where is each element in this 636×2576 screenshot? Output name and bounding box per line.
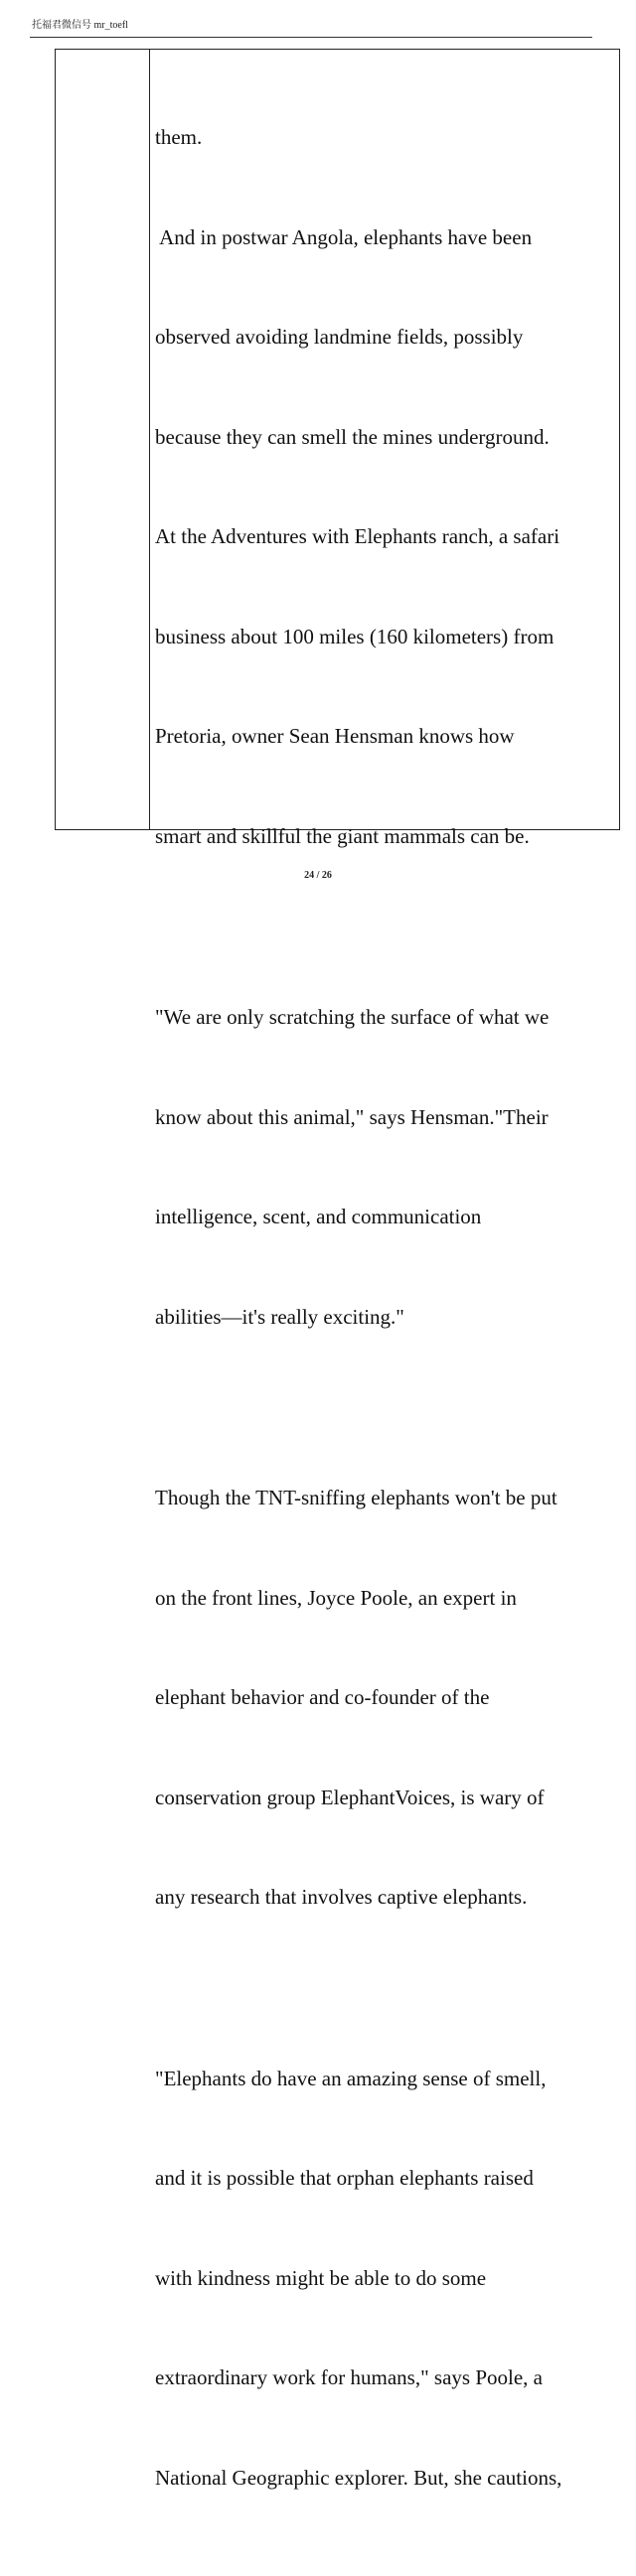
column-divider [149, 50, 150, 829]
text-line: intelligence, scent, and communication [155, 1205, 482, 1228]
text-line: "We are only scratching the surface of what we [155, 1005, 550, 1029]
page-number: 24 / 26 [304, 870, 332, 881]
text-line: "Elephants do have an amazing sense of smell, [155, 2066, 547, 2090]
text-line: observed avoiding landmine fields, possibly [155, 325, 524, 349]
text-line: Pretoria, owner Sean Hensman knows how [155, 724, 515, 748]
text-line: on the front lines, Joyce Poole, an expert in [155, 1585, 517, 1610]
paragraph-1 [155, 55, 614, 920]
text-line: elephant behavior and co-founder of the [155, 1685, 490, 1709]
text-line: any research that involves captive elephants. [155, 1885, 528, 1909]
text-line: know about this animal," says Hensman."Their [155, 1104, 549, 1129]
text-line: National Geographic explorer. But, she cautions, [155, 2465, 562, 2490]
text-line: Though the TNT-sniffing elephants won't be put [155, 1486, 557, 1509]
text-line: At the Adventures with Elephants ranch, a safari [155, 524, 560, 548]
text-line: And in postwar Angola, elephants have been [155, 224, 533, 249]
text-line: because they can smell the mines underground. [155, 424, 550, 449]
text-line: abilities—it's really exciting." [155, 1304, 404, 1329]
document-header: 托福君微信号 mr_toefl [32, 20, 128, 31]
paragraph-3 [155, 1415, 614, 1981]
text-line: conservation group ElephantVoices, is wary of [155, 1785, 545, 1809]
text-line: smart and skillful the giant mammals can be. [155, 823, 530, 848]
text-line: them. [155, 125, 203, 149]
text-line: with kindness might be able to do some [155, 2265, 487, 2290]
text-line: extraordinary work for humans," says Poole, a [155, 2365, 543, 2389]
text-line: business about 100 miles (160 kilometers) from [155, 624, 555, 648]
article-text-cell [155, 55, 614, 2576]
text-line: and it is possible that orphan elephants raised [155, 2166, 534, 2190]
paragraph-2 [155, 934, 614, 1400]
paragraph-4 [155, 1996, 614, 2562]
header-rule [30, 37, 592, 38]
